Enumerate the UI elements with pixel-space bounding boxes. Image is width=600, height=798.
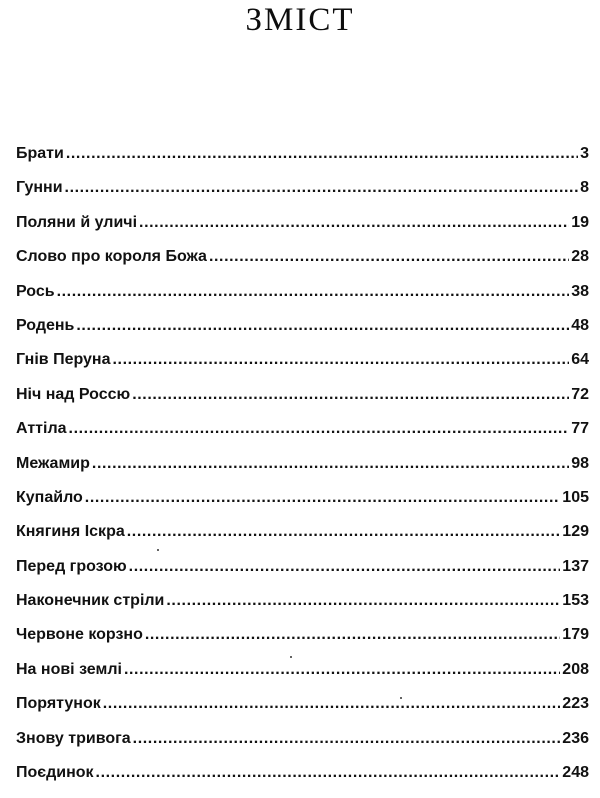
dot-leader [66, 145, 578, 163]
toc-entry-title: Поляни й уличі [16, 213, 138, 231]
toc-entry-page: 153 [562, 592, 589, 610]
toc-entry-title: На нові землі [16, 660, 122, 678]
toc-entry-page: 72 [571, 385, 589, 403]
dot-leader [76, 317, 569, 335]
toc-entry-title: Родень [16, 316, 75, 334]
toc-entry-page: 105 [562, 488, 589, 506]
toc-entry-page: 28 [571, 248, 589, 266]
scan-speck [157, 549, 159, 551]
toc-entry-page: 137 [562, 557, 589, 575]
dot-leader [124, 661, 560, 679]
toc-entry-title: Поєдинок [16, 764, 94, 782]
dot-leader [132, 386, 569, 404]
toc-entry [16, 730, 589, 764]
toc-entry-title: Рось [16, 282, 55, 300]
toc-entry-page: 64 [571, 351, 589, 369]
toc-entry-title: Купайло [16, 488, 83, 506]
toc-entry [16, 523, 589, 557]
toc-entry [16, 179, 589, 213]
toc-entry-page: 98 [571, 454, 589, 472]
toc-entry-page: 38 [571, 282, 589, 300]
toc-entry [16, 592, 589, 626]
toc-entry [16, 661, 589, 695]
toc-entry [16, 764, 589, 798]
dot-leader [103, 695, 561, 713]
toc-entry [16, 214, 589, 248]
toc-entry-title: Княгиня Іскра [16, 523, 125, 541]
toc-entry-page: 129 [562, 523, 589, 541]
toc-entry-page: 223 [562, 695, 589, 713]
dot-leader [85, 489, 561, 507]
toc-entry [16, 351, 589, 385]
toc-entry [16, 455, 589, 489]
toc-entry-title: Наконечник стріли [16, 592, 165, 610]
scan-speck [290, 656, 292, 658]
dot-leader [69, 420, 570, 438]
dot-leader [145, 626, 560, 644]
toc-entry [16, 386, 589, 420]
toc-entry [16, 248, 589, 282]
dot-leader [127, 523, 561, 541]
dot-leader [166, 592, 560, 610]
toc-entry-page: 208 [562, 660, 589, 678]
toc-entry-title: Брати [16, 145, 64, 162]
dot-leader [65, 179, 579, 197]
toc-entry-page: 48 [571, 316, 589, 334]
toc-entry-title: Гнів Перуна [16, 351, 111, 369]
table-of-contents [16, 145, 589, 798]
toc-entry [16, 489, 589, 523]
dot-leader [133, 730, 561, 748]
toc-entry-page: 77 [571, 420, 589, 438]
toc-entry-page: 248 [562, 764, 589, 782]
toc-entry [16, 317, 589, 351]
toc-entry-title: Аттіла [16, 420, 67, 438]
toc-entry-title: Гунни [16, 179, 63, 197]
toc-entry [16, 283, 589, 317]
toc-entry [16, 145, 589, 179]
toc-entry-title: Порятунок [16, 695, 101, 713]
toc-entry-title: Перед грозою [16, 557, 127, 575]
dot-leader [209, 248, 569, 266]
toc-entry-page: 3 [580, 145, 589, 162]
dot-leader [92, 455, 569, 473]
toc-entry-page: 236 [562, 729, 589, 747]
toc-entry-title: Ніч над Россю [16, 385, 131, 403]
page-title: ЗМІСТ [245, 2, 355, 38]
toc-entry-title: Знову тривога [16, 729, 131, 747]
dot-leader [112, 351, 569, 369]
toc-entry [16, 558, 589, 592]
toc-entry [16, 695, 589, 729]
toc-entry [16, 420, 589, 454]
dot-leader [96, 764, 561, 782]
toc-entry-title: Червоне корзно [16, 626, 143, 644]
toc-entry-page: 179 [562, 626, 589, 644]
dot-leader [57, 283, 570, 301]
toc-entry-page: 8 [580, 179, 589, 197]
dot-leader [139, 214, 569, 232]
scan-speck [400, 697, 402, 699]
toc-entry [16, 626, 589, 660]
toc-entry-title: Слово про короля Божа [16, 248, 207, 266]
dot-leader [129, 558, 561, 576]
toc-entry-page: 19 [571, 213, 589, 231]
toc-entry-title: Межамир [16, 454, 90, 472]
